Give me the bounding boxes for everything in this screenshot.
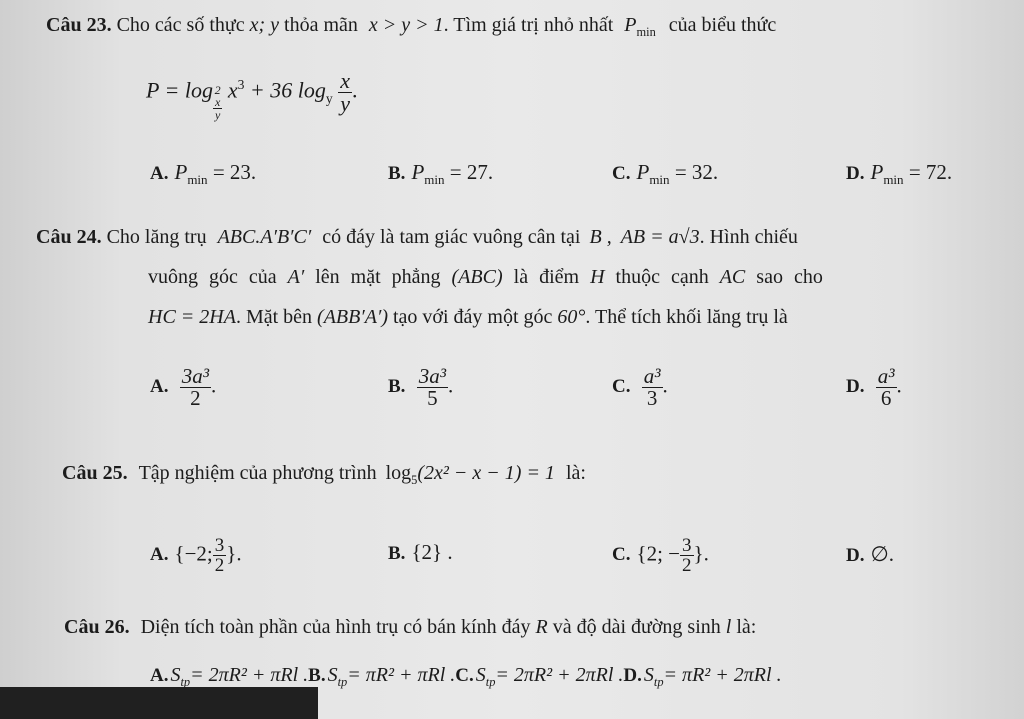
q24-option-a-num: 3a³ [181,364,210,388]
q24-option-b-label: B. [388,376,406,398]
q25-option-c-pre: {2; − [636,541,680,566]
q23-vars: x; y [249,14,280,36]
q24-line1-c: . Hình chiếu [699,226,798,248]
q24-option-b-tail: . [447,373,454,398]
q25-option-a-frac [213,536,227,575]
q25-option-a[interactable] [150,536,242,575]
q23-option-b-sub: min [424,172,445,188]
q24-line3-c: . Thể tích khối lăng trụ là [585,306,788,328]
q26-option-d-rhs: = πR² + 2πRl . [663,664,782,686]
q24-option-c[interactable] [612,366,668,409]
q23-option-b-label: B. [388,163,406,184]
q24-line2-a: vuông góc của [148,266,277,288]
q24-option-d-tail: . [896,373,902,398]
q23-expr-x-pow: 3 [237,77,245,93]
q24-option-c-num: a³ [643,364,661,388]
q26-option-a-label: A. [150,665,169,686]
q24-angle: 60° [557,306,586,328]
q23-option-d-lhs: P [870,160,884,184]
q23-frac-den: y [340,91,350,116]
q24-ab: AB = a√3 [620,226,700,248]
q26-option-b-rhs: = πR² + πRl . [347,664,456,686]
q25-line1 [62,462,586,488]
q24-option-d-num: a³ [877,364,895,388]
q25-option-b[interactable] [388,540,453,565]
q24-option-c-label: C. [612,376,631,398]
q26-option-c-s: S [475,664,486,686]
q23-line1 [46,14,776,40]
q26-option-c-sub: tp [485,675,496,689]
q24-line1 [36,226,798,249]
q23-pmin: P [624,14,637,36]
q24-option-a-frac [180,366,211,409]
q25-text-b: là: [565,462,586,484]
q25-equation [385,462,555,487]
q23-option-c-sub: min [649,172,670,188]
q23-option-a-label: A. [150,163,169,184]
q23-option-a-value: = 23. [212,160,257,184]
q26-option-b-s: S [327,664,338,686]
q23-option-d-label: D. [846,163,865,184]
photo-shadow [0,687,318,719]
q24-option-c-frac [642,366,663,409]
q23-option-d-value: = 72. [908,160,953,184]
q23-option-c[interactable] [612,160,718,188]
q23-label: Câu 23. [46,14,112,36]
q24-line2-e: sao cho [756,266,823,288]
q26-l: l [725,616,732,638]
q23-text-a: Cho các số thực [116,14,245,36]
q25-option-c-label: C. [612,544,631,566]
q24-edge-ac: AC [719,266,746,288]
q24-option-c-tail: . [662,373,668,398]
q26-option-d-s: S [643,664,654,686]
q25-eq-base: 5 [411,473,418,487]
q25-option-b-label: B. [388,543,406,564]
q25-option-a-label: A. [150,544,169,566]
q23-option-b[interactable] [388,160,493,188]
q25-option-c-num: 3 [682,535,692,556]
q24-line1-a: Cho lăng trụ [106,226,207,248]
q24-option-a-den: 2 [190,386,201,410]
q23-frac-num: x [340,68,350,93]
q25-option-c[interactable] [612,536,709,575]
q24-line2-b: lên mặt phẳng [315,266,441,288]
q26-option-d-label: D. [623,665,642,686]
q24-line2-d: thuộc cạnh [615,266,709,288]
q23-option-c-value: = 32. [674,160,719,184]
q25-option-a-num: 3 [214,535,225,556]
q23-option-d-sub: min [883,172,904,188]
q26-option-d[interactable] [623,664,782,689]
q23-expr-mid-base: y [325,90,333,106]
q25-option-a-pre: {−2; [174,541,213,566]
q23-option-c-label: C. [612,163,631,184]
q24-point-h: H [590,266,605,288]
q24-line3 [148,306,788,329]
q24-face: (ABB′A′) [317,306,388,328]
q24-option-b-num: 3a³ [418,364,446,388]
q23-text-d: của biểu thức [668,14,777,36]
q24-option-d-frac [876,366,897,409]
q23-text-b: thỏa mãn [284,14,358,36]
q26-option-b-label: B. [308,665,326,686]
q26-option-a-rhs: = 2πR² + πRl . [190,664,309,686]
q26-option-a-s: S [170,664,181,686]
q24-option-b[interactable] [388,366,453,409]
q23-expr-lhs: P = log [146,77,213,103]
q24-option-a-label: A. [150,376,169,398]
q25-option-d-label: D. [846,545,865,566]
q24-vertex-b: B , [589,226,612,248]
q23-expr-frac [338,70,352,115]
q26-option-d-sub: tp [653,675,664,689]
q25-option-c-post: }. [693,541,709,566]
q24-option-d-label: D. [846,376,865,398]
q23-option-b-value: = 27. [449,160,494,184]
q25-option-c-frac [680,536,694,575]
q25-label: Câu 25. [62,462,128,484]
q25-eq-body: (2x² − x − 1) = 1 [417,462,555,484]
q23-option-a[interactable] [150,160,256,188]
q24-option-c-den: 3 [646,386,658,410]
q25-eq-log: log [385,462,412,484]
q24-option-d[interactable] [846,366,902,409]
q26-label: Câu 26. [64,616,130,638]
q25-option-c-den: 2 [682,555,692,576]
q26-option-c[interactable] [455,664,624,689]
q24-line3-a: . Mặt bên [235,306,313,328]
q24-line2 [148,266,823,289]
q24-option-a[interactable] [150,366,216,409]
q26-answers [150,664,782,690]
q25-option-d-value: ∅. [870,542,895,566]
q25-option-a-den: 2 [214,555,225,576]
q24-option-b-den: 5 [427,386,438,410]
q23-base-num: x [215,95,221,110]
q24-a-prime: A′ [287,266,305,288]
q24-plane: (ABC) [451,266,503,288]
q26-option-b-sub: tp [337,675,348,689]
q24-line1-b: có đáy là tam giác vuông cân tại [322,226,581,248]
q26-option-c-rhs: = 2πR² + 2πRl . [495,664,624,686]
q23-log-pow: 2 [214,83,221,98]
q25-option-b-value: {2} . [411,540,453,564]
q24-label: Câu 24. [36,226,102,248]
q23-expression: P = log 2 $\frac{x}{y}$ $x^3 + 36$ $\log_y$ $\frac{x}{y}$ . [146,68,358,123]
q23-option-c-lhs: P [636,160,650,184]
q26-r: R [535,616,548,638]
q26-option-a[interactable] [150,664,309,689]
q23-option-a-sub: min [187,172,208,188]
q23-option-d[interactable] [846,160,952,188]
q23-option-b-lhs: P [411,160,425,184]
q26-line1 [64,616,756,639]
q23-option-a-lhs: P [174,160,188,184]
q26-option-c-label: C. [455,665,474,686]
q23-base-den: y [215,108,221,123]
q24-prism: ABC.A′B′C′ [217,226,312,248]
q26-option-a-sub: tp [180,675,191,689]
q23-expr-mid: + 36 log [249,77,326,103]
q23-condition: x > y > 1 [368,14,444,36]
q24-option-a-tail: . [211,373,217,398]
q23-expr-x: x [227,77,238,103]
q23-pmin-sub: min [636,25,656,39]
q24-option-b-frac [417,366,448,409]
q24-option-d-den: 6 [880,386,892,410]
q26-option-b[interactable] [308,664,456,689]
q25-option-d[interactable] [846,542,894,567]
q26-text-c: là: [736,616,757,638]
q24-line3-b: tạo với đáy một góc [392,306,553,328]
q26-text-b: và độ dài đường sinh [552,616,721,638]
q24-line2-c: là điểm [513,266,580,288]
q23-log-base [213,84,222,121]
q26-text-a: Diện tích toàn phần của hình trụ có bán kính đáy [140,616,531,638]
q25-option-a-post: }. [226,541,242,566]
q23-text-c: . Tìm giá trị nhỏ nhất [443,14,614,36]
q25-text-a: Tập nghiệm của phương trình [138,462,377,484]
q24-hc-eq: HC = 2HA [148,306,236,328]
